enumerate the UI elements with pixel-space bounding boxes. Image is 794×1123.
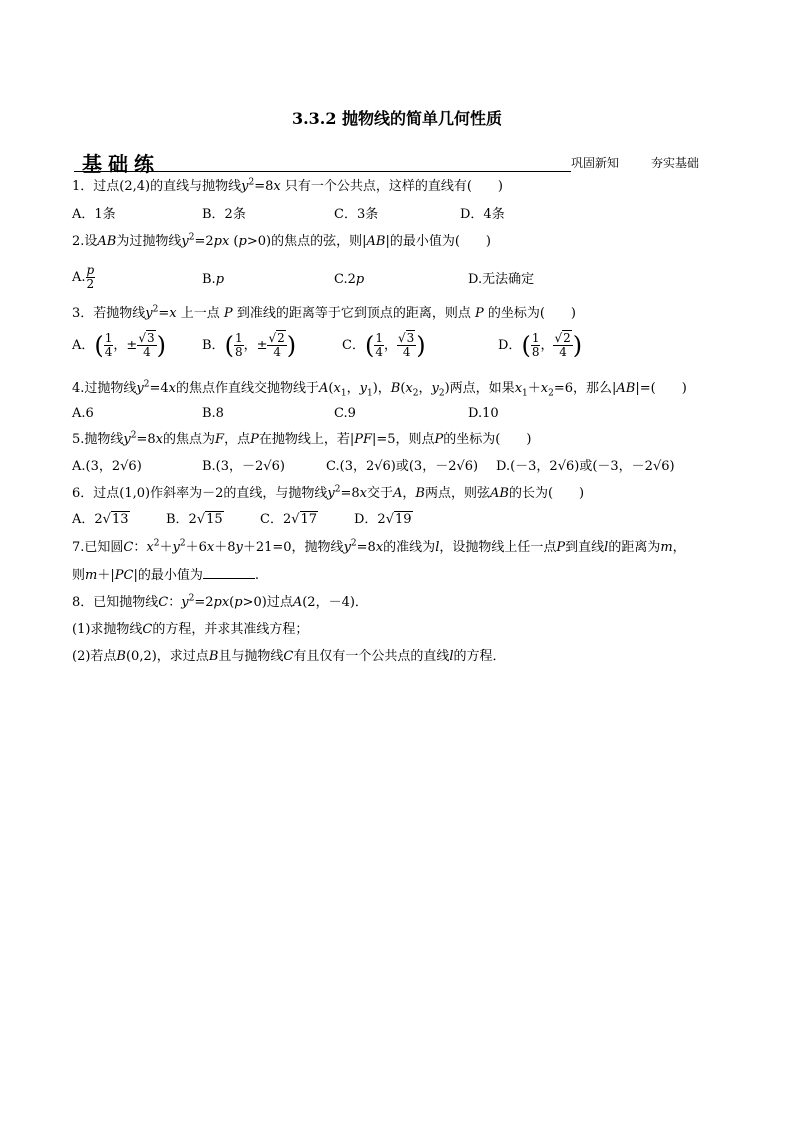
option-d[interactable]: D．2√19 <box>354 512 412 527</box>
question-3-options <box>72 332 752 370</box>
option-c[interactable]: C.(3，2√6)或(3，－2√6) <box>326 459 479 474</box>
question-8-part-1: (1)求抛物线C的方程，并求其准线方程； <box>72 622 309 637</box>
question-6: 6．过点(1,0)作斜率为－2的直线，与抛物线$y^2=8x$交于A，B两点，则弦AB的长为( ) <box>72 484 585 501</box>
question-7-line-2: 则m＋|PC|的最小值为 . <box>72 568 259 583</box>
option-c[interactable]: C．2√17 <box>260 512 318 527</box>
option-d[interactable]: D．( $\frac{1}{8}$ ， $\frac{√2}{4}$ ) <box>498 331 583 360</box>
option-a[interactable]: A.(3，2√6) <box>72 459 142 474</box>
section-divider <box>74 171 571 172</box>
question-8-part-2: (2)若点B(0,2)，求过点B且与抛物线C有且仅有一个公共点的直线l的方程． <box>72 649 506 664</box>
section-tag-foundation: 夯实基础 <box>651 156 700 170</box>
page-title: 3.3.2 抛物线的简单几何性质 <box>291 109 503 128</box>
section-tag-consolidate: 巩固新知 <box>571 156 620 170</box>
option-a[interactable]: A. $\frac{p}{2}$ <box>72 263 95 291</box>
answer-blank[interactable] <box>203 566 255 579</box>
option-d[interactable]: D.无法确定 <box>468 272 535 287</box>
option-b[interactable]: B．( $\frac{1}{8}$ ，± $\frac{√2}{4}$ ) <box>202 331 297 360</box>
option-d[interactable]: D.10 <box>468 406 499 421</box>
option-d[interactable]: D.(－3，2√6)或(－3，－2√6) <box>496 459 675 474</box>
option-c[interactable]: C．( $\frac{1}{4}$ ， $\frac{√3}{4}$ ) <box>342 331 426 360</box>
option-b[interactable]: B．2√15 <box>166 512 223 527</box>
option-c[interactable]: C．3条 <box>334 207 379 222</box>
question-5: 5.抛物线$y^2=8x$的焦点为F，点P在抛物线上，若|PF|=5，则点P的坐标为( ) <box>72 430 532 447</box>
option-a[interactable]: A．2√13 <box>72 512 129 527</box>
question-3: 3．若抛物线$y^2=x$ 上一点 P 到准线的距离等于它到顶点的距离，则点 P 的坐标为( ) <box>72 304 577 321</box>
option-b[interactable]: B.p <box>202 272 225 287</box>
option-c[interactable]: C.9 <box>334 406 356 421</box>
question-2-options <box>72 264 752 298</box>
option-a[interactable]: A．( $\frac{1}{4}$ ，± $\frac{√3}{4}$ ) <box>72 331 166 360</box>
section-heading: 基础练 <box>82 152 160 176</box>
option-b[interactable]: B.(3，－2√6) <box>202 459 285 474</box>
question-1-options <box>72 206 752 232</box>
question-2: 2.设AB为过抛物线$y^2=2px$ (p>0)的焦点的弦，则|AB|的最小值为( ) <box>72 232 491 249</box>
question-6-options <box>72 511 752 537</box>
question-4-options <box>72 405 752 431</box>
question-4: 4.过抛物线$y^2=4x$的焦点作直线交抛物线于$A(x_1$，$y_1$)，$B(x_2$，$y_2$)两点，如果$x_1+x_2=6$，那么|AB|=( ) <box>72 379 687 399</box>
option-a[interactable]: A．1条 <box>72 207 116 222</box>
option-c[interactable]: C.2p <box>334 272 365 287</box>
option-b[interactable]: B．2条 <box>202 207 246 222</box>
option-b[interactable]: B.8 <box>202 406 224 421</box>
question-5-options <box>72 458 752 484</box>
question-7: 7.已知圆C：$x^2+y^2+6x+8y+21=0$，抛物线$y^2=8x$的准线为l，设抛物线上任一点P到直线l的距离为m， <box>72 538 686 555</box>
option-a[interactable]: A.6 <box>72 406 94 421</box>
option-d[interactable]: D．4条 <box>460 207 505 222</box>
question-1: 1．过点(2,4)的直线与抛物线$y^2=8x$ 只有一个公共点，这样的直线有( ) <box>72 177 503 194</box>
question-8: 8．已知抛物线C：$y^2=2px(p>0)$过点A(2，－4)． <box>72 593 368 610</box>
